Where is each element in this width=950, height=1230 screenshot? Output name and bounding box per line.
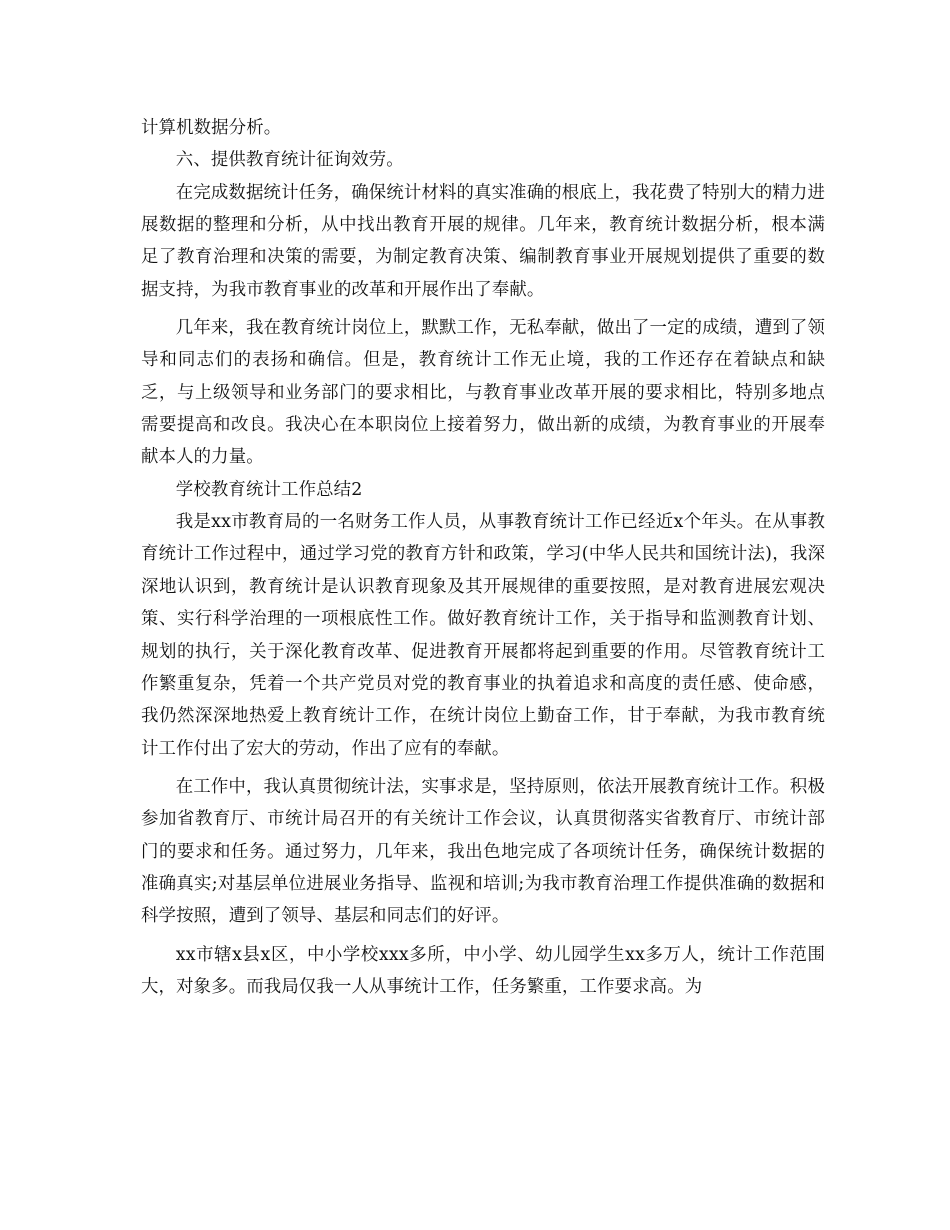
document-body <box>141 112 825 1003</box>
paragraph-continuation: 计算机数据分析。 <box>141 118 282 138</box>
paragraph-city-scope: xx市辖x县x区，中小学校xxx多所，中小学、幼儿园学生xx多万人，统计工作范围大，对象多。而我局仅我一人从事统计工作，任务繁重，工作要求高。为 <box>141 944 825 997</box>
paragraph-work-practice: 在工作中，我认真贯彻统计法，实事求是，坚持原则，依法开展教育统计工作。积极参加省教育厅、市统计局召开的有关统计工作会议，认真贯彻落实省教育厅、市统计部门的要求和任务。通过努力，几年来，我出色地完成了各项统计任务，确保统计数据的准确真实;对基层单位进展业务指导、监视和培训;为我市教育治理工作提供准确的数据和科学按照，遭到了领导、基层和同志们的好评。 <box>141 776 825 927</box>
paragraph-achievements: 几年来，我在教育统计岗位上，默默工作，无私奉献，做出了一定的成绩，遭到了领导和同志们的表扬和确信。但是，教育统计工作无止境，我的工作还存在着缺点和缺乏，与上级领导和业务部门的要求相比，与教育事业改革开展的要求相比，特别多地点需要提高和改良。我决心在本职岗位上接着努力，做出新的成绩，为教育事业的开展奉献本人的力量。 <box>141 318 825 468</box>
section-heading-six: 六、提供教育统计征询效劳。 <box>175 150 404 171</box>
paragraph-data-analysis: 在完成数据统计任务，确保统计材料的真实准确的根底上，我花费了特别大的精力进展数据的整理和分析，从中找出教育开展的规律。几年来，教育统计数据分析，根本满足了教育治理和决策的需要，为制定教育决策、编制教育事业开展规划提供了重要的数据支持，为我市教育事业的改革和开展作出了奉献。 <box>141 182 825 300</box>
paragraph-introduction: 我是xx市教育局的一名财务工作人员，从事教育统计工作已经近x个年头。在从事教育统计工作过程中，通过学习党的教育方针和政策，学习(中华人民共和国统计法)，我深深地认识到，教育统计是认识教育现象及其开展规律的重要按照，是对教育进展宏观决策、实行科学治理的一项根底性工作。做好教育统计工作，关于指导和监测教育计划、规划的执行，关于深化教育改革、促进教育开展都将起到重要的作用。尽管教育统计工作繁重复杂，凭着一个共产党员对党的教育事业的执着追求和高度的责任感、使命感，我仍然深深地热爱上教育统计工作，在统计岗位上勤奋工作，甘于奉献，为我市教育统计工作付出了宏大的劳动，作出了应有的奉献。 <box>141 512 825 759</box>
summary-title-2: 学校教育统计工作总结2 <box>175 479 363 500</box>
